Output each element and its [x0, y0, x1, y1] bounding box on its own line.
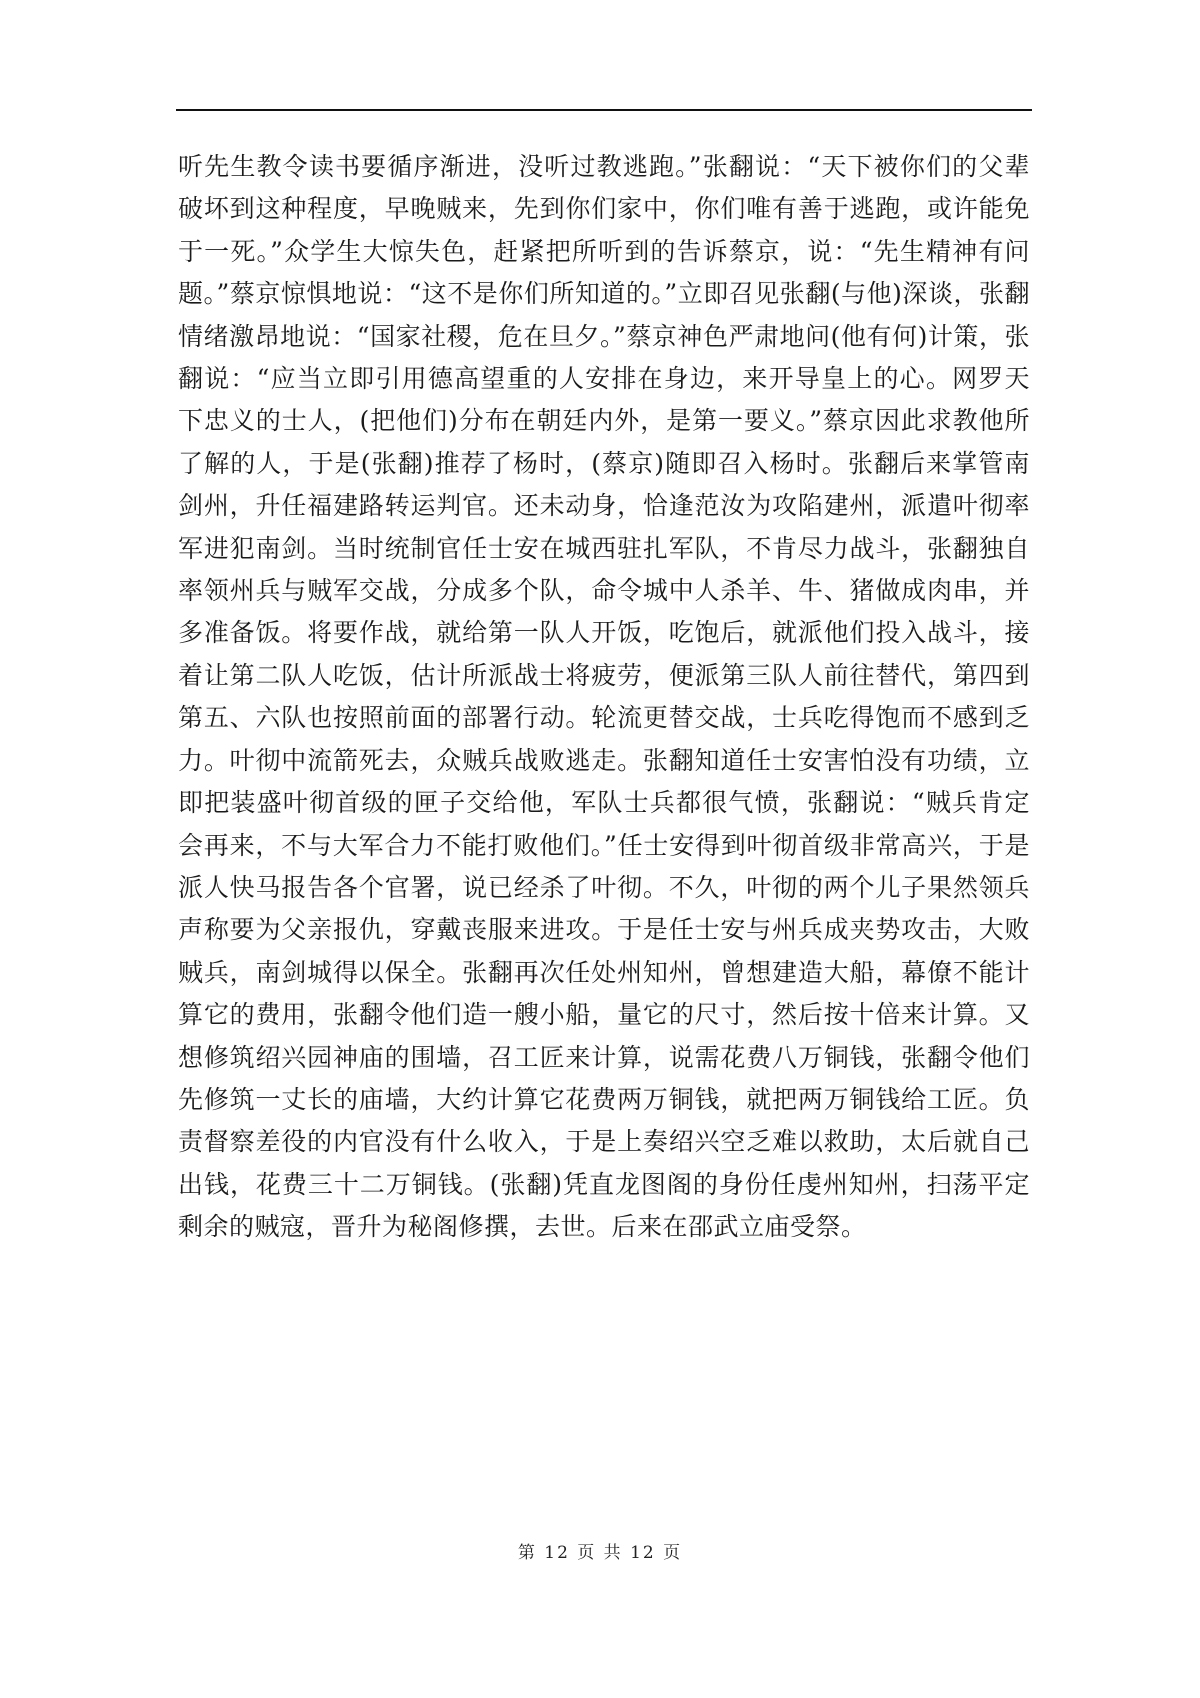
body-paragraph: 听先生教令读书要循序渐进，没听过教逃跑。”张翻说：“天下被你们的父辈破坏到这种程度，早晚贼来，先到你们家中，你们唯有善于逃跑，或许能免于一死。”众学生大惊失色，赶紧把所听到的告诉蔡京，说：“先生精神有问题。”蔡京惊惧地说：“这不是你们所知道的。”立即召见张翻(与他)深谈，张翻情绪激昂地说：“国家社稷，危在旦夕。”蔡京神色严肃地问(他有何)计策，张翻说：“应当立即引用德高望重的人安排在身边，来开导皇上的心。网罗天下忠义的士人，(把他们)分布在朝廷内外，是第一要义。”蔡京因此求教他所了解的人，于是(张翻)推荐了杨时，(蔡京)随即召入杨时。张翻后来掌管南剑州，升任福建路转运判官。还未动身，恰逢范汝为攻陷建州，派遣叶彻率军进犯南剑。当时统制官任士安在城西驻扎军队，不肯尽力战斗，张翻独自率领州兵与贼军交战，分成多个队，命令城中人杀羊、牛、猪做成肉串，并多准备饭。将要作战，就给第一队人开饭，吃饱后，就派他们投入战斗，接着让第二队人吃饭，估计所派战士将疲劳，便派第三队人前往替代，第四到第五、六队也按照前面的部署行动。轮流更替交战，士兵吃得饱而不感到乏力。叶彻中流箭死去，众贼兵战败逃走。张翻知道任士安害怕没有功绩，立即把装盛叶彻首级的匣子交给他，军队士兵都很气愤，张翻说：“贼兵肯定会再来，不与大军合力不能打败他们。”任士安得到叶彻首级非常高兴，于是派人快马报告各个官署，说已经杀了叶彻。不久，叶彻的两个儿子果然领兵声称要为父亲报仇，穿戴丧服来进攻。于是任士安与州兵成夹势攻击，大败贼兵，南剑城得以保全。张翻再次任处州知州，曾想建造大船，幕僚不能计算它的费用，张翻令他们造一艘小船，量它的尺寸，然后按十倍来计算。又想修筑绍兴园神庙的围墙，召工匠来计算，说需花费八万铜钱，张翻令他们先修筑一丈长的庙墙，大约计算它花费两万铜钱，就把两万铜钱给工匠。负责督察差役的内官没有什么收入，于是上奏绍兴空乏难以救助，太后就自己出钱，花费三十二万铜钱。(张翻)凭直龙图阁的身份任虔州知州，扫荡平定剩余的贼寇，晋升为秘阁修撰，去世。后来在邵武立庙受祭。 [178, 152, 1030, 1242]
page-footer: 第 12 页 共 12 页 [517, 1543, 683, 1563]
header-rule [176, 109, 1032, 111]
